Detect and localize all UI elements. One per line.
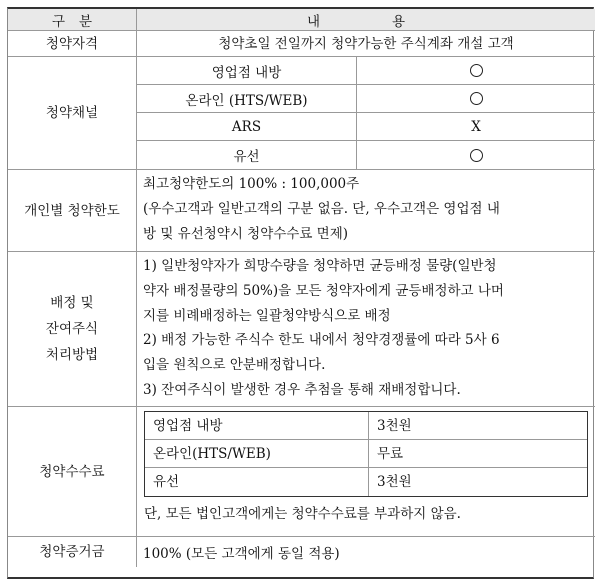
- fee-channel: 영업점 내방: [145, 412, 369, 440]
- channel-name: 유선: [137, 141, 357, 169]
- deposit-content: 100% (모든 고객에게 동일 적용): [143, 546, 340, 562]
- eligibility-content: 청약초일 전일까지 청약가능한 주식계좌 개설 고객: [137, 31, 595, 57]
- limit-label: 개인별 청약한도: [8, 170, 137, 252]
- channel-list: [137, 57, 595, 169]
- limit-line: (우수고객과 일반고객의 구분 없음. 단, 우수고객은 영업점 내: [143, 200, 500, 217]
- fee-label: 청약수수료: [8, 407, 137, 537]
- allocation-line: 약자 배정물량의 50%)을 모든 청약자에게 균등배정하고 나머: [143, 282, 504, 299]
- eligibility-label: 청약자격: [8, 31, 137, 57]
- allocation-label-line: 잔여주식: [45, 321, 99, 337]
- fee-note: 단, 모든 법인고객에게는 청약수수료를 부과하지 않음.: [144, 506, 461, 522]
- allocation-line: 지를 비례배정하는 일괄청약방식으로 배정: [143, 307, 391, 324]
- x-mark: X: [471, 118, 481, 135]
- channel-mark: [357, 85, 595, 113]
- allocation-line: 입을 원칙으로 안분배정합니다.: [143, 357, 326, 374]
- allocation-label-line: 배정 및: [50, 295, 94, 311]
- subscription-info-table: [7, 7, 594, 579]
- header-content-char-2: 용: [392, 14, 406, 30]
- deposit-label: 청약증거금: [8, 537, 137, 567]
- allocation-label-line: 처리방법: [45, 347, 99, 363]
- channel-mark: [357, 57, 595, 85]
- channels-label: 청약채널: [8, 57, 137, 170]
- limit-line: 방 및 유선청약시 청약수수료 면제): [143, 225, 349, 242]
- fee-content: [137, 407, 595, 537]
- allocation-line: 3) 잔여주식이 발생한 경우 추첨을 통해 재배정합니다.: [143, 381, 461, 398]
- allocation-line: 2) 배정 가능한 주식수 한도 내에서 청약경쟁률에 따라 5사 6: [143, 332, 500, 349]
- channels-content: [137, 57, 595, 170]
- circle-mark-icon: [470, 92, 483, 105]
- fee-amount: 3천원: [377, 474, 412, 490]
- channel-name: 온라인 (HTS/WEB): [137, 85, 357, 113]
- header-content: [137, 9, 595, 31]
- header-category-char-1: 구: [51, 13, 65, 30]
- fee-amount: 3천원: [369, 412, 587, 440]
- header-category-char-2: 분: [79, 13, 93, 30]
- channel-mark: [357, 141, 595, 169]
- allocation-line: 1) 일반청약자가 희망수량을 청약하면 균등배정 물량(일반청: [143, 258, 497, 274]
- header-content-char-1: 내: [307, 14, 321, 30]
- allocation-label: [8, 252, 137, 407]
- allocation-content: [137, 252, 595, 407]
- limit-content: [137, 170, 595, 252]
- fee-channel: 유선: [145, 468, 369, 496]
- fee-channel: 온라인(HTS/WEB): [145, 440, 369, 468]
- channel-name: 영업점 내방: [137, 57, 357, 85]
- fee-amount: 무료: [369, 440, 587, 468]
- limit-line: 최고청약한도의 100% : 100,000주: [143, 176, 360, 192]
- circle-mark-icon: [470, 64, 483, 77]
- channel-mark: [357, 113, 595, 141]
- channel-name: ARS: [137, 113, 357, 141]
- circle-mark-icon: [470, 149, 483, 162]
- fee-table: [144, 411, 588, 497]
- header-category: [8, 9, 137, 31]
